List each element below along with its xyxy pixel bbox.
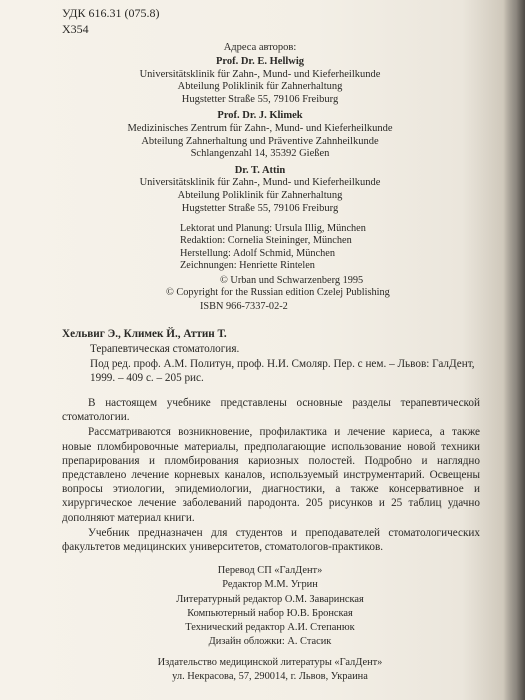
translation-staff [110, 564, 430, 684]
author-block [90, 110, 430, 160]
copyright-russian: © Copyright for the Russian edition Czelej Publishing [166, 287, 390, 299]
bibliographic-record [62, 327, 482, 386]
author-address-line: Medizinisches Zentrum für Zahn-, Mund- und Kieferheilkunde [127, 122, 393, 134]
udk-code: УДК 616.31 (075.8) [62, 6, 160, 20]
author-address-line: Universitätsklinik für Zahn-, Mund- und Kieferheilkunde [139, 177, 381, 189]
author-name: Prof. Dr. J. Klimek [217, 110, 303, 122]
author-block [90, 165, 430, 215]
credit-zeichnungen: Zeichnungen: Henriette Rintelen [180, 260, 315, 272]
staff-cover: Дизайн обложки: А. Стасик [208, 636, 332, 648]
author-address-line: Hugstetter Straße 55, 79106 Freiburg [181, 202, 339, 214]
author-mark-code: Х354 [62, 22, 89, 36]
authors-addresses [90, 56, 430, 219]
credit-herstellung: Herstellung: Adolf Schmid, München [180, 247, 336, 259]
publisher-address: ул. Некрасова, 57, 290014, г. Львов, Украина [172, 671, 368, 683]
author-address-line: Hugstetter Straße 55, 79106 Freiburg [181, 93, 339, 105]
abstract-paragraph: Рассматриваются возникновение, профилактика и лечение кариеса, а также новые пломбировочные материалы, предполагающие использование новой техники препарирования и пломбирования кариозных полостей. Подробно и наглядно представлено лечение корневых каналов, используемый инструментарий. Освещены вопросы этиологии, эпидемиологии, диагностики, а также консервативное и хирургическое лечение заболеваний пародонта. 205 рисунков и 25 таблиц удачно дополняют материал книги. [62, 426, 480, 524]
book-spine-shadow [503, 0, 525, 700]
staff-typesetting: Компьютерный набор Ю.В. Бронская [187, 607, 353, 619]
book-abstract [62, 396, 480, 554]
biblio-authors: Хельвиг Э., Климек Й., Аттин Т. [62, 328, 227, 340]
biblio-pages-line: 1999. – 409 с. – 205 рис. [90, 372, 204, 385]
staff-lit-editor: Литературный редактор О.М. Заваринская [176, 593, 364, 605]
author-address-line: Abteilung Poliklinik für Zahnerhaltung [177, 81, 343, 93]
author-address-line: Schlangenzahl 14, 35392 Gießen [190, 148, 330, 160]
staff-tech-editor: Технический редактор А.И. Степанюк [185, 622, 355, 634]
author-address-line: Universitätsklinik für Zahn-, Mund- und Kieferheilkunde [139, 68, 381, 80]
publisher-name: Издательство медицинской литературы «ГалДент» [157, 656, 383, 668]
authors-heading: Адреса авторов: [223, 42, 297, 53]
abstract-paragraph: Учебник предназначен для студентов и преподавателей стоматологических факультетов медицинских университетов, стоматологов-практиков. [62, 526, 480, 554]
author-name: Prof. Dr. E. Hellwig [215, 56, 305, 67]
staff-editor: Редактор М.М. Угрин [222, 579, 318, 591]
credit-lektorat: Lektorat und Planung: Ursula Illig, München [180, 223, 366, 234]
isbn: ISBN 966-7337-02-2 [200, 301, 288, 313]
author-address-line: Abteilung Zahnerhaltung und Präventive Zahnheilkunde [141, 135, 379, 147]
credit-redaktion: Redaktion: Cornelia Steininger, München [180, 235, 352, 247]
author-name: Dr. T. Attin [234, 164, 286, 176]
abstract-paragraph: В настоящем учебнике представлены основные разделы терапевтической стоматологии. [62, 397, 480, 424]
copyright-original: © Urban und Schwarzenberg 1995 [220, 274, 364, 286]
biblio-title: Терапевтическая стоматология. [90, 342, 240, 355]
staff-translation: Перевод СП «ГалДент» [217, 565, 323, 576]
author-address-line: Abteilung Poliklinik für Zahnerhaltung [177, 189, 343, 201]
german-edition-credits [166, 223, 390, 314]
author-block [90, 56, 430, 106]
biblio-edition-line: Под ред. проф. А.М. Политун, проф. Н.И. Смоляр. Пер. с нем. – Львов: ГалДент, [90, 357, 475, 370]
